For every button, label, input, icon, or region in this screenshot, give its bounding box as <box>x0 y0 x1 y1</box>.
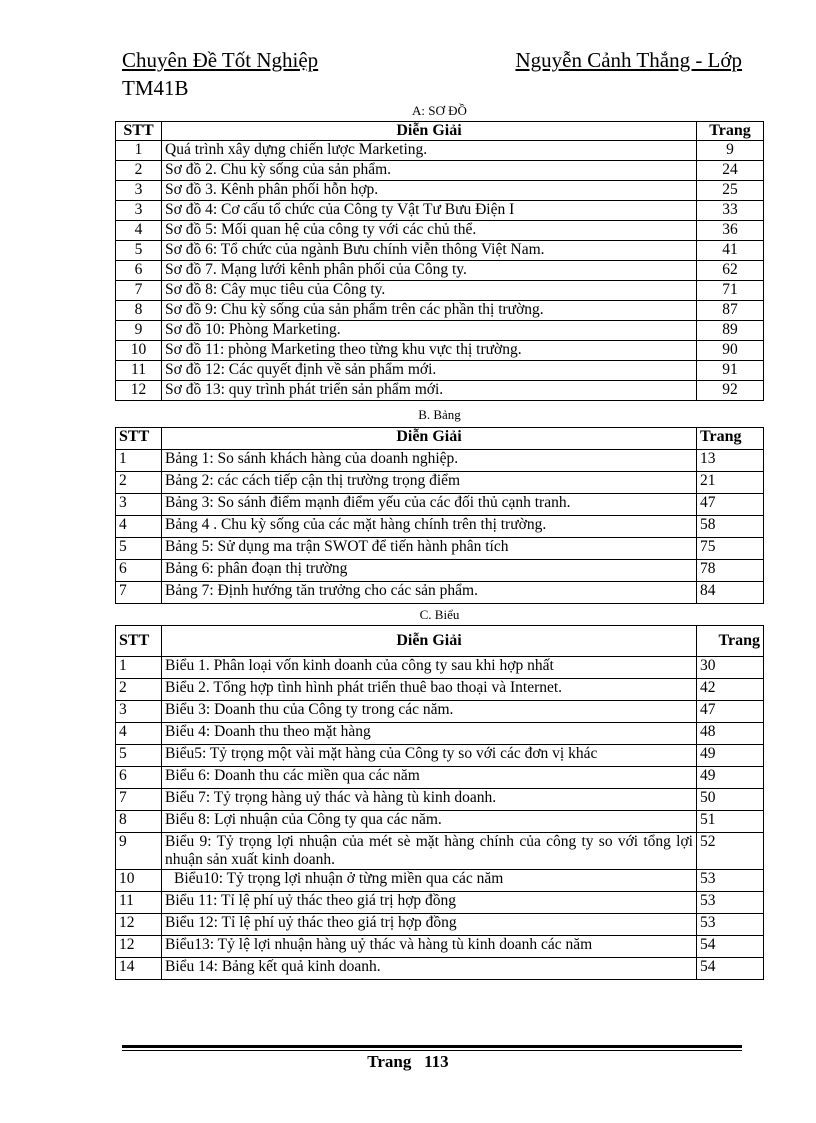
table-row <box>116 936 764 958</box>
row-description: Biểu 4: Doanh thu theo mặt hàng <box>162 723 697 745</box>
row-description: Sơ đồ 2. Chu kỳ sống của sản phẩm. <box>162 161 697 181</box>
row-description: Biểu 3: Doanh thu của Công ty trong các năm. <box>162 701 697 723</box>
row-page: 58 <box>697 516 764 538</box>
row-description: Biểu 12: Tỉ lệ phí uỷ thác theo giá trị hợp đồng <box>162 914 697 936</box>
row-description: Sơ đồ 6: Tổ chức của ngành Bưu chính viễn thông Việt Nam. <box>162 241 697 261</box>
row-page: 50 <box>697 789 764 811</box>
row-page: 54 <box>697 958 764 980</box>
row-stt: 12 <box>116 914 162 936</box>
row-page: 51 <box>697 811 764 833</box>
table-row <box>116 361 764 381</box>
row-page: 53 <box>697 914 764 936</box>
table-row <box>116 870 764 892</box>
row-description: Bảng 7: Định hướng tăn trưởng cho các sản phẩm. <box>162 582 697 604</box>
footer-label: Trang <box>367 1052 412 1071</box>
table-row <box>116 450 764 472</box>
row-description: Sơ đồ 7. Mạng lưới kênh phân phối của Công ty. <box>162 261 697 281</box>
table-row <box>116 341 764 361</box>
section-c-title: C. Biểu <box>419 607 460 622</box>
page-number: 113 <box>424 1052 449 1071</box>
row-page: 49 <box>697 745 764 767</box>
table-header-row <box>116 122 764 141</box>
row-description: Sơ đồ 11: phòng Marketing theo từng khu vực thị trường. <box>162 341 697 361</box>
row-stt: 9 <box>116 833 162 870</box>
row-stt: 9 <box>116 321 162 341</box>
row-page: 91 <box>697 361 764 381</box>
row-page: 89 <box>697 321 764 341</box>
row-stt: 3 <box>116 201 162 221</box>
row-page: 62 <box>697 261 764 281</box>
section-b-title: B. Bảng <box>418 407 461 422</box>
footer-rule <box>122 1045 742 1048</box>
table-row <box>116 811 764 833</box>
row-stt: 7 <box>116 281 162 301</box>
row-stt: 12 <box>116 381 162 401</box>
table-row <box>116 958 764 980</box>
row-stt: 11 <box>116 892 162 914</box>
row-stt: 4 <box>116 221 162 241</box>
row-stt: 2 <box>116 472 162 494</box>
row-stt: 2 <box>116 679 162 701</box>
table-row <box>116 914 764 936</box>
row-page: 36 <box>697 221 764 241</box>
table-row <box>116 221 764 241</box>
row-page: 75 <box>697 538 764 560</box>
row-page: 87 <box>697 301 764 321</box>
row-stt: 11 <box>116 361 162 381</box>
row-stt: 3 <box>116 701 162 723</box>
table-row <box>116 161 764 181</box>
row-page: 21 <box>697 472 764 494</box>
row-stt: 8 <box>116 301 162 321</box>
row-description: Sơ đồ 3. Kênh phân phối hỗn hợp. <box>162 181 697 201</box>
col-header-stt: STT <box>116 428 162 450</box>
row-stt: 2 <box>116 161 162 181</box>
table-row <box>116 892 764 914</box>
table-header-row <box>116 626 764 657</box>
table-row <box>116 679 764 701</box>
row-page: 9 <box>697 141 764 161</box>
row-page: 53 <box>697 870 764 892</box>
row-stt: 14 <box>116 958 162 980</box>
row-description: Biểu5: Tỷ trọng một vài mặt hàng của Công ty so với các đơn vị khác <box>162 745 697 767</box>
page-footer <box>0 1052 816 1072</box>
row-description: Sơ đồ 10: Phòng Marketing. <box>162 321 697 341</box>
table-tables <box>115 427 764 604</box>
row-stt: 7 <box>116 789 162 811</box>
table-row <box>116 582 764 604</box>
col-header-description: Diễn Giải <box>162 122 697 141</box>
row-description: Bảng 3: So sánh điểm mạnh điểm yếu của các đối thủ cạnh tranh. <box>162 494 697 516</box>
row-stt: 6 <box>116 261 162 281</box>
table-row <box>116 789 764 811</box>
table-row <box>116 538 764 560</box>
table-row <box>116 241 764 261</box>
row-page: 47 <box>697 701 764 723</box>
row-description: Biểu 11: Tỉ lệ phí uỷ thác theo giá trị hợp đồng <box>162 892 697 914</box>
table-row <box>116 723 764 745</box>
row-stt: 1 <box>116 450 162 472</box>
row-stt: 5 <box>116 745 162 767</box>
header-class: TM41B <box>122 76 189 100</box>
table-row <box>116 516 764 538</box>
col-header-description: Diễn Giải <box>162 428 697 450</box>
table-row <box>116 321 764 341</box>
row-stt: 7 <box>116 582 162 604</box>
row-page: 42 <box>697 679 764 701</box>
row-stt: 5 <box>116 241 162 261</box>
col-header-page: Trang <box>697 428 764 450</box>
row-description: Sơ đồ 12: Các quyết định về sản phẩm mới. <box>162 361 697 381</box>
row-page: 41 <box>697 241 764 261</box>
row-description: Sơ đồ 13: quy trình phát triển sản phẩm mới. <box>162 381 697 401</box>
row-description: Sơ đồ 9: Chu kỳ sống của sản phẩm trên các phần thị trường. <box>162 301 697 321</box>
table-row <box>116 261 764 281</box>
table-diagrams <box>115 121 764 401</box>
col-header-page: Trang <box>697 122 764 141</box>
row-page: 90 <box>697 341 764 361</box>
row-description: Bảng 5: Sử dụng ma trận SWOT để tiến hành phân tích <box>162 538 697 560</box>
row-description: Biểu 14: Bảng kết quả kinh doanh. <box>162 958 697 980</box>
table-row <box>116 767 764 789</box>
row-stt: 6 <box>116 560 162 582</box>
col-header-stt: STT <box>116 122 162 141</box>
table-row <box>116 560 764 582</box>
row-stt: 5 <box>116 538 162 560</box>
row-page: 53 <box>697 892 764 914</box>
row-description: Bảng 1: So sánh khách hàng của doanh nghiệp. <box>162 450 697 472</box>
table-row <box>116 381 764 401</box>
page-header <box>122 48 742 76</box>
row-description: Biểu 2. Tổng hợp tình hình phát triển thuê bao thoại và Internet. <box>162 679 697 701</box>
row-page: 54 <box>697 936 764 958</box>
row-description: Biểu 8: Lợi nhuận của Công ty qua các năm. <box>162 811 697 833</box>
row-stt: 10 <box>116 870 162 892</box>
table-row <box>116 745 764 767</box>
row-page: 78 <box>697 560 764 582</box>
row-description: Sơ đồ 4: Cơ cấu tổ chức của Công ty Vật Tư Bưu Điện I <box>162 201 697 221</box>
row-page: 84 <box>697 582 764 604</box>
table-row <box>116 281 764 301</box>
row-stt: 8 <box>116 811 162 833</box>
row-description: Biểu 7: Tỷ trọng hàng uỷ thác và hàng tù kinh doanh. <box>162 789 697 811</box>
header-author: Nguyễn Cảnh Thắng - Lớp <box>515 48 742 72</box>
table-row <box>116 141 764 161</box>
table-row <box>116 657 764 679</box>
row-page: 71 <box>697 281 764 301</box>
row-page: 25 <box>697 181 764 201</box>
row-description: Biểu 1. Phân loại vốn kinh doanh của công ty sau khi hợp nhất <box>162 657 697 679</box>
row-description: Sơ đồ 8: Cây mục tiêu của Công ty. <box>162 281 697 301</box>
row-description: Biểu10: Tỷ trọng lợi nhuận ở từng miền qua các năm <box>162 870 697 892</box>
row-page: 13 <box>697 450 764 472</box>
row-page: 48 <box>697 723 764 745</box>
section-a-title: A: SƠ ĐỒ <box>412 103 467 118</box>
row-page: 52 <box>697 833 764 870</box>
row-stt: 3 <box>116 494 162 516</box>
table-row <box>116 301 764 321</box>
row-page: 24 <box>697 161 764 181</box>
row-description: Biểu13: Tỷ lệ lợi nhuận hàng uỷ thác và hàng tù kinh doanh các năm <box>162 936 697 958</box>
row-stt: 4 <box>116 723 162 745</box>
row-page: 47 <box>697 494 764 516</box>
col-header-description: Diễn Giải <box>162 626 697 657</box>
row-stt: 6 <box>116 767 162 789</box>
table-row <box>116 494 764 516</box>
table-charts <box>115 625 764 980</box>
row-stt: 3 <box>116 181 162 201</box>
row-description: Biểu 6: Doanh thu các miền qua các năm <box>162 767 697 789</box>
row-description: Bảng 2: các cách tiếp cận thị trường trọng điểm <box>162 472 697 494</box>
row-description: Sơ đồ 5: Mối quan hệ của công ty với các chủ thể. <box>162 221 697 241</box>
table-row <box>116 833 764 870</box>
table-header-row <box>116 428 764 450</box>
footer-rule-thin <box>122 1050 742 1051</box>
row-stt: 10 <box>116 341 162 361</box>
row-page: 49 <box>697 767 764 789</box>
row-description: Bảng 4 . Chu kỳ sống của các mặt hàng chính trên thị trường. <box>162 516 697 538</box>
row-page: 30 <box>697 657 764 679</box>
table-row <box>116 181 764 201</box>
col-header-page: Trang <box>697 626 764 657</box>
row-page: 92 <box>697 381 764 401</box>
row-description: Quá trình xây dựng chiến lược Marketing. <box>162 141 697 161</box>
table-row <box>116 701 764 723</box>
header-document-title: Chuyên Đề Tốt Nghiệp <box>122 48 319 72</box>
row-stt: 1 <box>116 141 162 161</box>
row-page: 33 <box>697 201 764 221</box>
row-description: Biểu 9: Tỷ trọng lợi nhuận của mét sè mặt hàng chính của công ty so với tổng lợi nhuận sản xuất kinh doanh. <box>162 833 697 870</box>
row-stt: 4 <box>116 516 162 538</box>
table-row <box>116 201 764 221</box>
row-description: Bảng 6: phân đoạn thị trường <box>162 560 697 582</box>
row-stt: 12 <box>116 936 162 958</box>
col-header-stt: STT <box>116 626 162 657</box>
table-row <box>116 472 764 494</box>
row-stt: 1 <box>116 657 162 679</box>
